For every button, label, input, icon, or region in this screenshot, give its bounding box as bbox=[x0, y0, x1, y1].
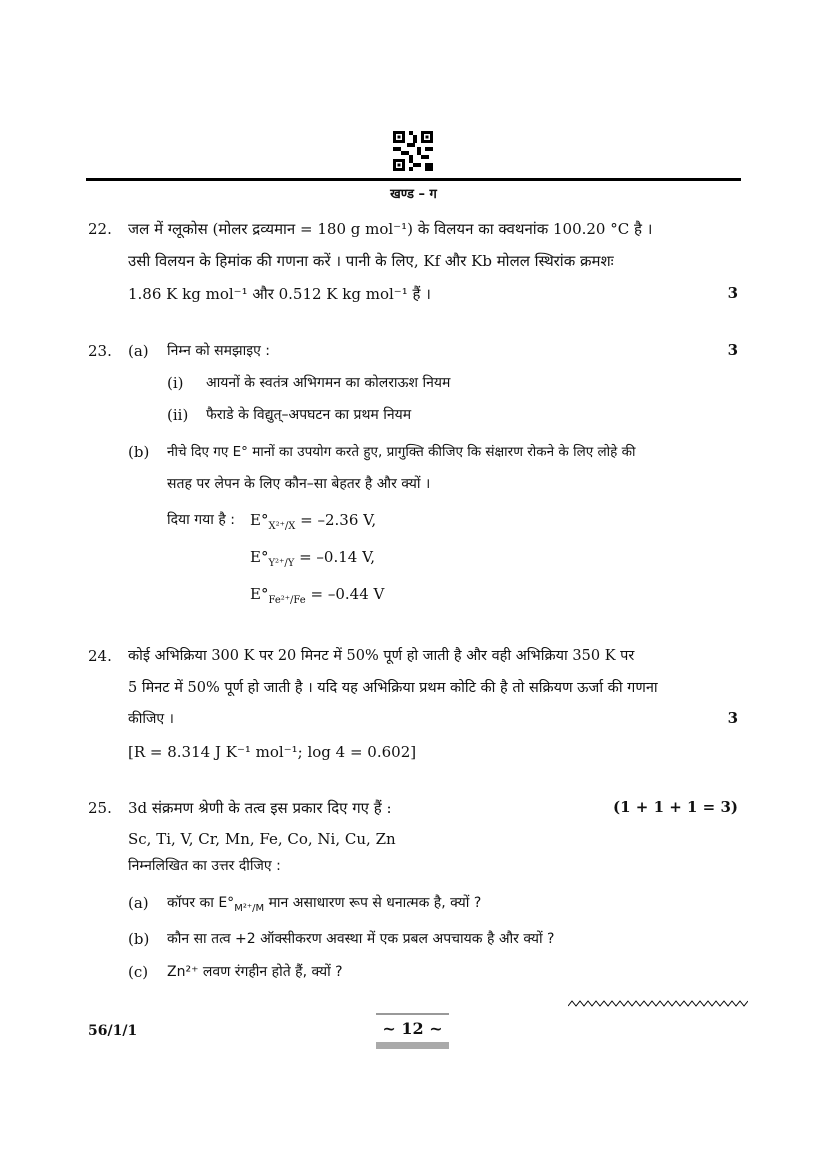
q23-e3: $E^\circ_{Fe^{2+}/Fe} = -0.44$ V bbox=[250, 585, 385, 606]
q22-line1: जल में ग्लूकोस (मोलर द्रव्यमान = 180 g mol⁻¹) के विलयन का क्वथनांक 100.20 °C है । bbox=[128, 220, 653, 238]
paper-code: 56/1/1 bbox=[88, 1023, 138, 1039]
header-rule bbox=[86, 178, 741, 181]
q25-a-label: (a) bbox=[128, 894, 149, 912]
q23-given-label: दिया गया है : bbox=[167, 512, 235, 528]
q23-e2-value: = –0.14 V, bbox=[299, 548, 376, 566]
q22-line2: उसी विलयन के हिमांक की गणना करें । पानी के लिए, Kf और Kb मोलल स्थिरांक क्रमशः bbox=[128, 252, 614, 270]
qr-code bbox=[393, 131, 433, 171]
q25-intro: 3d संक्रमण श्रेणी के तत्व इस प्रकार दिए गए हैं : bbox=[128, 799, 392, 817]
q24-line1: कोई अभिक्रिया 300 K पर 20 मिनट में 50% पूर्ण हो जाती है और वही अभिक्रिया 350 K पर bbox=[128, 648, 635, 664]
q25-a-text: कॉपर का $E^\circ_{M^{2+}/M}$ मान असाधारण रूप से धनात्मक है, क्यों ? bbox=[167, 895, 482, 914]
q23-ii-label: (ii) bbox=[167, 406, 189, 424]
q24-given: [R = 8.314 J K⁻¹ mol⁻¹; log 4 = 0.602] bbox=[128, 743, 417, 761]
q22-line3: 1.86 K kg mol⁻¹ और 0.512 K kg mol⁻¹ हैं । bbox=[128, 285, 431, 303]
q25-elements: Sc, Ti, V, Cr, Mn, Fe, Co, Ni, Cu, Zn bbox=[128, 830, 396, 848]
q23-e3-value: = –0.44 V bbox=[310, 585, 385, 603]
q25-answer: निम्नलिखित का उत्तर दीजिए : bbox=[128, 858, 281, 874]
q23-ii-text: फैराडे के विद्युत्–अपघटन का प्रथम नियम bbox=[206, 407, 412, 423]
q23-i-label: (i) bbox=[167, 374, 184, 392]
q25-number: 25. bbox=[88, 799, 112, 817]
q23-b-line1: नीचे दिए गए E° मानों का उपयोग करते हुए, प्रागुक्ति कीजिए कि संक्षारण रोकने के लिए लोहे की bbox=[167, 444, 636, 460]
q25-a-pre: कॉपर का E° bbox=[167, 895, 235, 911]
q24-marks: 3 bbox=[727, 709, 738, 727]
q25-a-post: मान असाधारण रूप से धनात्मक है, क्यों ? bbox=[268, 895, 482, 911]
q23-i-text: आयनों के स्वतंत्र अभिगमन का कोलराऊश नियम bbox=[206, 375, 451, 391]
q25-b-text: कौन सा तत्व +2 ऑक्सीकरण अवस्था में एक प्रबल अपचायक है और क्यों ? bbox=[167, 931, 555, 947]
q24-number: 24. bbox=[88, 647, 112, 665]
q25-c-label: (c) bbox=[128, 963, 149, 981]
q22-number: 22. bbox=[88, 220, 112, 238]
q25-marks: (1 + 1 + 1 = 3) bbox=[613, 798, 738, 816]
section-title: खण्ड – ग bbox=[390, 187, 437, 202]
page-number-bar bbox=[376, 1042, 449, 1049]
q22-marks: 3 bbox=[727, 284, 738, 302]
q23-e1: $E^\circ_{X^{2+}/X} = -2.36$ V, bbox=[250, 511, 377, 532]
q23-number: 23. bbox=[88, 342, 112, 360]
page-number-top-line bbox=[376, 1013, 449, 1015]
q23-e1-value: = –2.36 V, bbox=[300, 511, 377, 529]
q23-b-line2: सतह पर लेपन के लिए कौन–सा बेहतर है और क्यों । bbox=[167, 476, 431, 492]
q23-b-label: (b) bbox=[128, 443, 150, 461]
q25-c-text: Zn²⁺ लवण रंगहीन होते हैं, क्यों ? bbox=[167, 964, 343, 980]
end-wavy-line bbox=[568, 996, 748, 1010]
q23-e2: $E^\circ_{Y^{2+}/Y} = -0.14$ V, bbox=[250, 548, 376, 569]
q23-a-label: (a) bbox=[128, 342, 149, 360]
q24-line2: 5 मिनट में 50% पूर्ण हो जाती है । यदि यह अभिक्रिया प्रथम कोटि की है तो सक्रियण ऊर्जा की गणना bbox=[128, 680, 658, 696]
q23-a-text: निम्न को समझाइए : bbox=[167, 343, 270, 359]
q25-b-label: (b) bbox=[128, 930, 150, 948]
q23-marks: 3 bbox=[727, 341, 738, 359]
page-number: ~ 12 ~ bbox=[382, 1019, 443, 1038]
q24-line3: कीजिए । bbox=[128, 711, 174, 727]
